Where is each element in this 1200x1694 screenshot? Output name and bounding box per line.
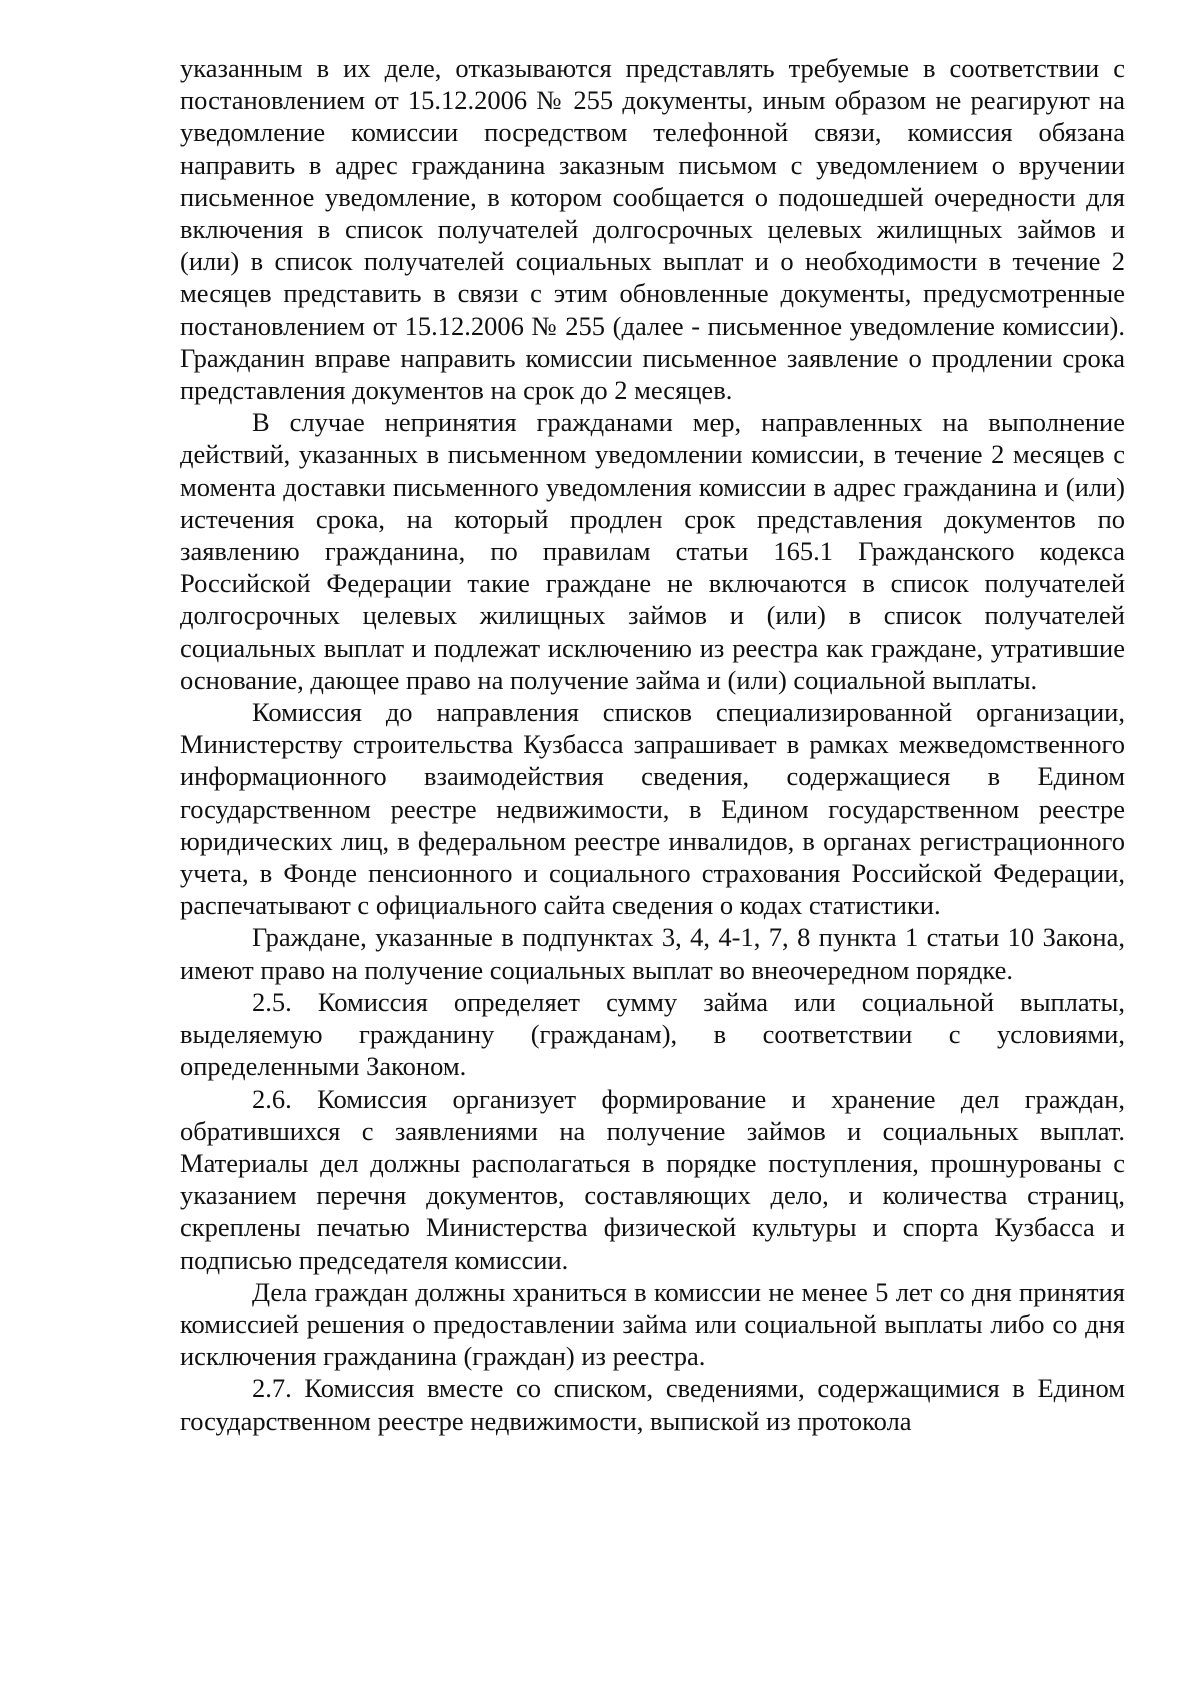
- document-body: [180, 52, 1125, 1437]
- paragraph: указанным в их деле, отказываются представлять требуемые в соответствии с постановлением от 15.12.2006 № 255 документы, иным образом не реагируют на уведомление комиссии посредством телефонной связи, комиссия обязана направить в адрес гражданина заказным письмом с уведомлением о вручении письменное уведомление, в котором сообщается о подошедшей очередности для включения в список получателей долгосрочных целевых жилищных займов и (или) в список получателей социальных выплат и о необходимости в течение 2 месяцев представить в связи с этим обновленные документы, предусмотренные постановлением от 15.12.2006 № 255 (далее - письменное уведомление комиссии). Гражданин вправе направить комиссии письменное заявление о продлении срока представления документов на срок до 2 месяцев.: [180, 53, 1125, 406]
- paragraph-section-2-7: 2.7. Комиссия вместе со списком, сведениями, содержащимися в Едином государственном реестре недвижимости, выпиской из протокола: [180, 1373, 1125, 1436]
- paragraph-section-2-5: 2.5. Комиссия определяет сумму займа или социальной выплаты, выделяемую гражданину (гражданам), в соответствии с условиями, определенными Законом.: [180, 986, 1125, 1082]
- paragraph: Граждане, указанные в подпунктах 3, 4, 4-1, 7, 8 пункта 1 статьи 10 Закона, имеют право на получение социальных выплат во внеочередном порядке.: [180, 922, 1125, 985]
- paragraph: Дела граждан должны храниться в комиссии не менее 5 лет со дня принятия комиссией решения о предоставлении займа или социальной выплаты либо со дня исключения гражданина (граждан) из реестра.: [180, 1276, 1125, 1372]
- paragraph: В случае непринятия гражданами мер, направленных на выполнение действий, указанных в письменном уведомлении комиссии, в течение 2 месяцев с момента доставки письменного уведомления комиссии в адрес гражданина и (или) истечения срока, на который продлен срок представления документов по заявлению гражданина, по правилам статьи 165.1 Гражданского кодекса Российской Федерации такие граждане не включаются в список получателей долгосрочных целевых жилищных займов и (или) в список получателей социальных выплат и подлежат исключению из реестра как граждане, утратившие основание, дающее право на получение займа и (или) социальной выплаты.: [180, 407, 1125, 695]
- paragraph: Комиссия до направления списков специализированной организации, Министерству строительства Кузбасса запрашивает в рамках межведомственного информационного взаимодействия сведения, содержащиеся в Едином государственном реестре недвижимости, в Едином государственном реестре юридических лиц, в федеральном реестре инвалидов, в органах регистрационного учета, в Фонде пенсионного и социального страхования Российской Федерации, распечатывают с официального сайта сведения о кодах статистики.: [180, 697, 1125, 921]
- paragraph-section-2-6: 2.6. Комиссия организует формирование и хранение дел граждан, обратившихся с заявлениями на получение займов и социальных выплат. Материалы дел должны располагаться в порядке поступления, прошнурованы с указанием перечня документов, составляющих дело, и количества страниц, скреплены печатью Министерства физической культуры и спорта Кузбасса и подписью председателя комиссии.: [180, 1083, 1125, 1275]
